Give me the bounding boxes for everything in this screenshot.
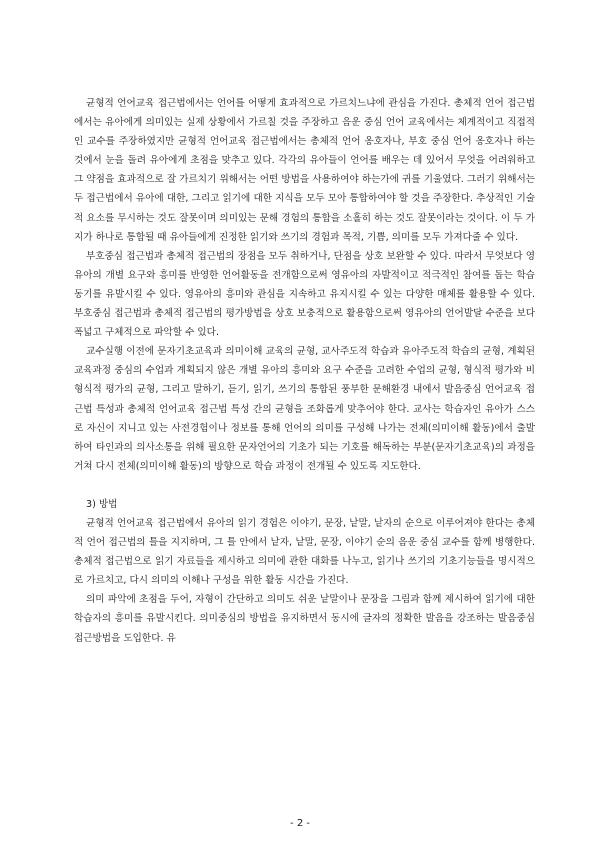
paragraph-combined-strengths: 부호중심 접근법과 총체적 접근법의 장점을 모두 취하거나, 단점을 상호 보완할 수 있다. 따라서 무엇보다 영유아의 개별 요구와 흥미를 반영한 언어활동을 전개함으로써 영유아의 자발적이고 적극적인 참여를 돕는 학습 동기를 유발시킬 수 있다. 영유아의 흥미와 관심을 지속하고 유지시킬 수 있는 다양한 매체를 활용할 수 있다. 부호중심 접근법과 총체적 접근법의 평가방법을 상호 보충적으로 활용함으로써 영유아의 언어발달 수준을 보다 폭넓고 구체적으로 파악할 수 있다. [74, 250, 535, 339]
section-heading-method: 3) 방법 [86, 498, 118, 510]
paragraph-meaning-focus: 의미 파악에 초점을 두어, 자형이 간단하고 의미도 쉬운 낱말이나 문장을 그림과 함께 제시하여 읽기에 대한 학습자의 흥미를 유발시킨다. 의미중심의 방법을 유지하면서 동시에 글자의 정확한 발음을 강조하는 발음중심 접근방법을 도입한다. 유 [74, 594, 535, 644]
paragraph-balanced-approach: 균형적 언어교육 접근법에서는 언어를 어떻게 효과적으로 가르치느냐에 관심을 가진다. 총체적 언어 접근법에서는 유아에게 의미있는 실제 상황에서 가르칠 것을 주장하고 음운 중심 언어 교육에서는 체계적이고 직접적인 교수를 주장하였지만 균형적 언어교육 접근법에서는 총체적 언어 옹호자나, 부호 중심 언어 옹호자나 하는 것에서 눈을 돌려 유아에게 초점을 맞추고 있다. 각각의 유아들이 언어를 배우는 데 있어서 무엇을 어려워하고 그 약점을 효과적으로 잘 가르치기 위해서는 어떤 방법을 사용하여야 하는가에 귀를 기울였다. 그러기 위해서는 두 접근법에서 유아에 대한, 그리고 읽기에 대한 지식을 모두 모아 통합하여야 할 것을 주장한다. 추상적인 기술적 요소를 무시하는 것도 잘못이며 의미있는 문해 경험의 통합을 소홀히 하는 것도 잘못이라는 것이다. 이 두 가지가 하나로 통합될 때 유아들에게 진정한 읽기와 쓰기의 경험과 목적, 기쁨, 의미를 모두 가져다줄 수 있다. [74, 98, 535, 243]
page-number: - 2 - [290, 818, 310, 829]
body-text [74, 94, 535, 648]
paragraph-reading-experience: 균형적 언어교육 접근법에서 유아의 읽기 경험은 이야기, 문장, 낱말, 낱자의 순으로 이루어져야 한다는 총체적 언어 접근법의 틀을 지지하며, 그 틀 안에서 낱자, 낱말, 문장, 이야기 순의 음운 중심 교수를 함께 병행한다. 총체적 접근법으로 읽기 자료들을 제시하고 의미에 관한 대화를 나누고, 읽기나 쓰기의 기초기능들을 명시적으로 가르치고, 다시 의미의 이해나 구성을 위한 활동 시간을 가진다. [74, 517, 535, 587]
paragraph-instruction-balance: 교수실행 이전에 문자기초교육과 의미이해 교육의 균형, 교사주도적 학습과 유아주도적 학습의 균형, 계획된 교육과정 중심의 수업과 계획되지 않은 개별 유아의 흥미와 요구 수준을 고려한 수업의 균형, 형식적 평가와 비형식적 평가의 균형, 그리고 말하기, 듣기, 읽기, 쓰기의 통합된 풍부한 문해환경 내에서 발음중심 언어교육 접근법 특성과 총체적 언어교육 접근법 특성 간의 균형을 조화롭게 맞추어야 한다. 교사는 학습자인 유아가 스스로 자신이 지니고 있는 사전경험이나 정보를 통해 언어의 의미를 구성해 나가는 전체(의미이해 활동)에서 출발하여 타인과의 의사소통을 위해 필요한 문자언어의 기초가 되는 기호를 해독하는 부분(문자기초교육)의 과정을 거쳐 다시 전체(의미이해 활동)의 방향으로 학습 과정이 전개될 수 있도록 지도한다. [74, 346, 535, 472]
